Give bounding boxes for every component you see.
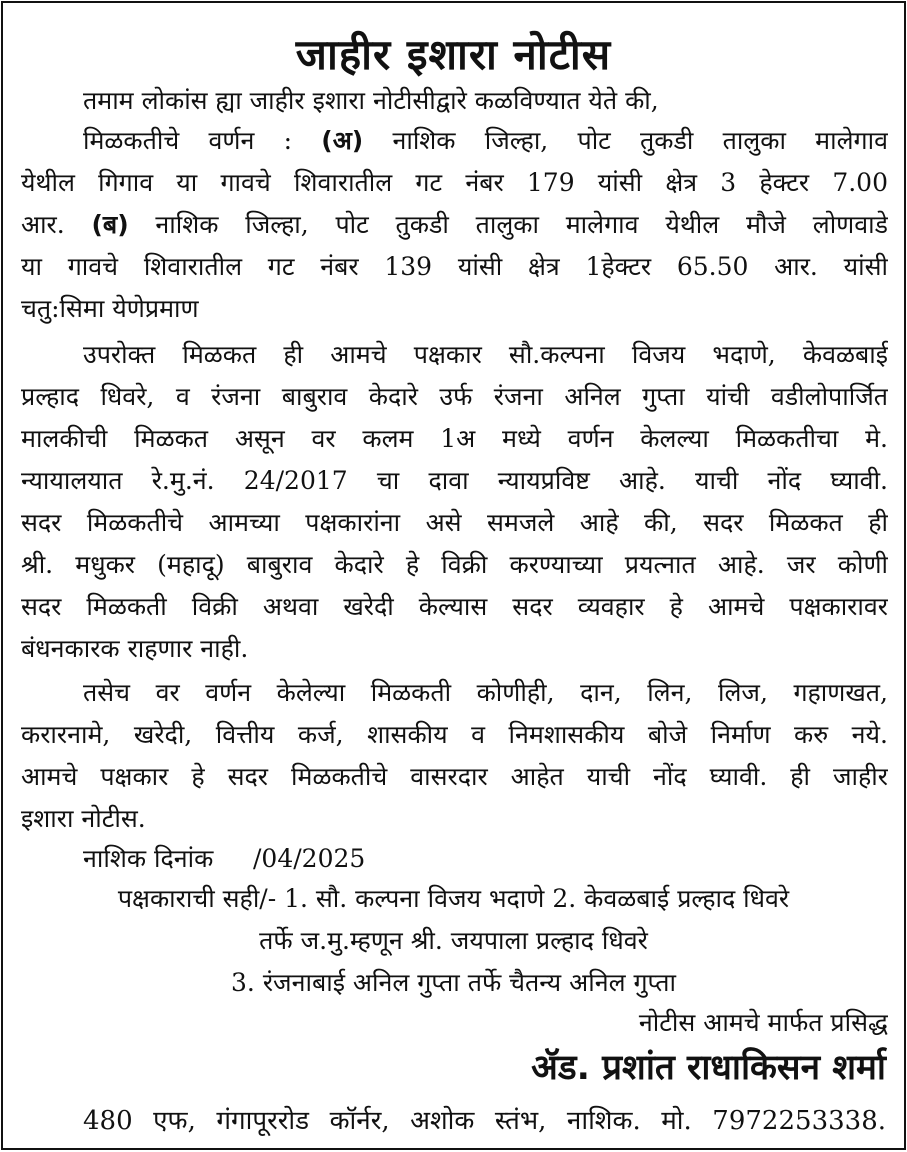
advocate-address: 480 एफ, गंगापूररोड कॉर्नर, अशोक स्तंभ, नाशिक. मो. 7972253338.: [83, 1106, 886, 1136]
body-paragraph-line: श्री. मधुकर (महादू) बाबुराव केदारे हे विक्री करण्याच्या प्रयत्नात आहे. जर कोणी: [21, 550, 888, 579]
notice-box: [1, 1, 906, 1150]
signature-line: 3. रंजनाबाई अनिल गुप्ता तर्फे चैतन्य अनिल गुप्ता: [231, 968, 676, 997]
warning-paragraph-line: इशारा नोटीस.: [21, 804, 146, 833]
area-unit-text: आर.: [21, 210, 92, 239]
boundaries-line: चतु:सिमा येणेप्रमाण: [21, 294, 199, 323]
published-by-line: नोटीस आमचे मार्फत प्रसिद्ध: [638, 1008, 888, 1037]
body-paragraph-line: न्यायालयात रे.मु.नं. 24/2017 चा दावा न्यायप्रविष्ट आहे. याची नोंद घ्यावी.: [21, 466, 888, 495]
intro-line: तमाम लोकांस ह्या जाहीर इशारा नोटीसीद्वारे कळविण्यात येते की,: [83, 86, 659, 115]
property-description-line: या गावचे शिवारातील गट नंबर 139 यांसी क्षेत्र 1हेक्टर 65.50 आर. यांसी: [21, 252, 888, 281]
signature-line: तर्फे ज.मु.म्हणून श्री. जयपाला प्रल्हाद धिवरे: [259, 926, 648, 955]
body-paragraph-line: सदर मिळकतीचे आमच्या पक्षकारांना असे समजले आहे की, सदर मिळकत ही: [21, 508, 888, 537]
property-description-line: [83, 121, 888, 161]
body-paragraph-line: बंधनकारक राहणार नाही.: [21, 634, 249, 663]
place-date-line: नाशिक दिनांक /04/2025: [83, 844, 366, 873]
warning-paragraph-line: आमचे पक्षकार हे सदर मिळकतीचे वासरदार आहेत याची नोंद घ्यावी. ही जाहीर: [21, 762, 888, 791]
warning-paragraph-line: तसेच वर वर्णन केलेल्या मिळकती कोणीही, दान, लिन, लिज, गहाणखत,: [83, 678, 888, 707]
warning-paragraph-line: करारनामे, खरेदी, वित्तीय कर्ज, शासकीय व निमशासकीय बोजे निर्माण करु नये.: [21, 720, 888, 749]
body-paragraph-line: प्रल्हाद धिवरे, व रंजना बाबुराव केदारे उर्फ रंजना अनिल गुप्ता यांची वडीलोपार्जित: [21, 382, 888, 411]
notice-title: जाहीर इशारा नोटीस: [295, 30, 612, 79]
body-paragraph-line: सदर मिळकती विक्री अथवा खरेदी केल्यास सदर व्यवहार हे आमचे पक्षकारावर: [21, 592, 888, 621]
signature-line: पक्षकाराची सही/- 1. सौ. कल्पना विजय भदाणे 2. केवळबाई प्रल्हाद धिवरे: [117, 884, 790, 913]
body-paragraph-line: उपरोक्त मिळकत ही आमचे पक्षकार सौ.कल्पना विजय भदाणे, केवळबाई: [83, 340, 888, 369]
body-paragraph-line: मालकीची मिळकत असून वर कलम 1अ मध्ये वर्णन केलल्या मिळकतीचा मे.: [21, 424, 888, 453]
clause-b-text: नाशिक जिल्हा, पोट तुकडी तालुका मालेगाव येथील मौजे लोणवाडे: [128, 210, 888, 239]
advocate-name: ॲड. प्रशांत राधाकिसन शर्मा: [531, 1048, 886, 1088]
clause-b-marker: (ब): [91, 210, 129, 239]
clause-a-text: नाशिक जिल्हा, पोट तुकडी तालुका मालेगाव: [363, 126, 888, 155]
property-description-label: मिळकतीचे वर्णन :: [83, 126, 322, 155]
clause-a-marker: (अ): [321, 126, 364, 155]
property-description-line: येथील गिगाव या गावचे शिवारातील गट नंबर 179 यांसी क्षेत्र 3 हेक्टर 7.00: [21, 168, 888, 197]
property-description-line: [21, 205, 888, 245]
